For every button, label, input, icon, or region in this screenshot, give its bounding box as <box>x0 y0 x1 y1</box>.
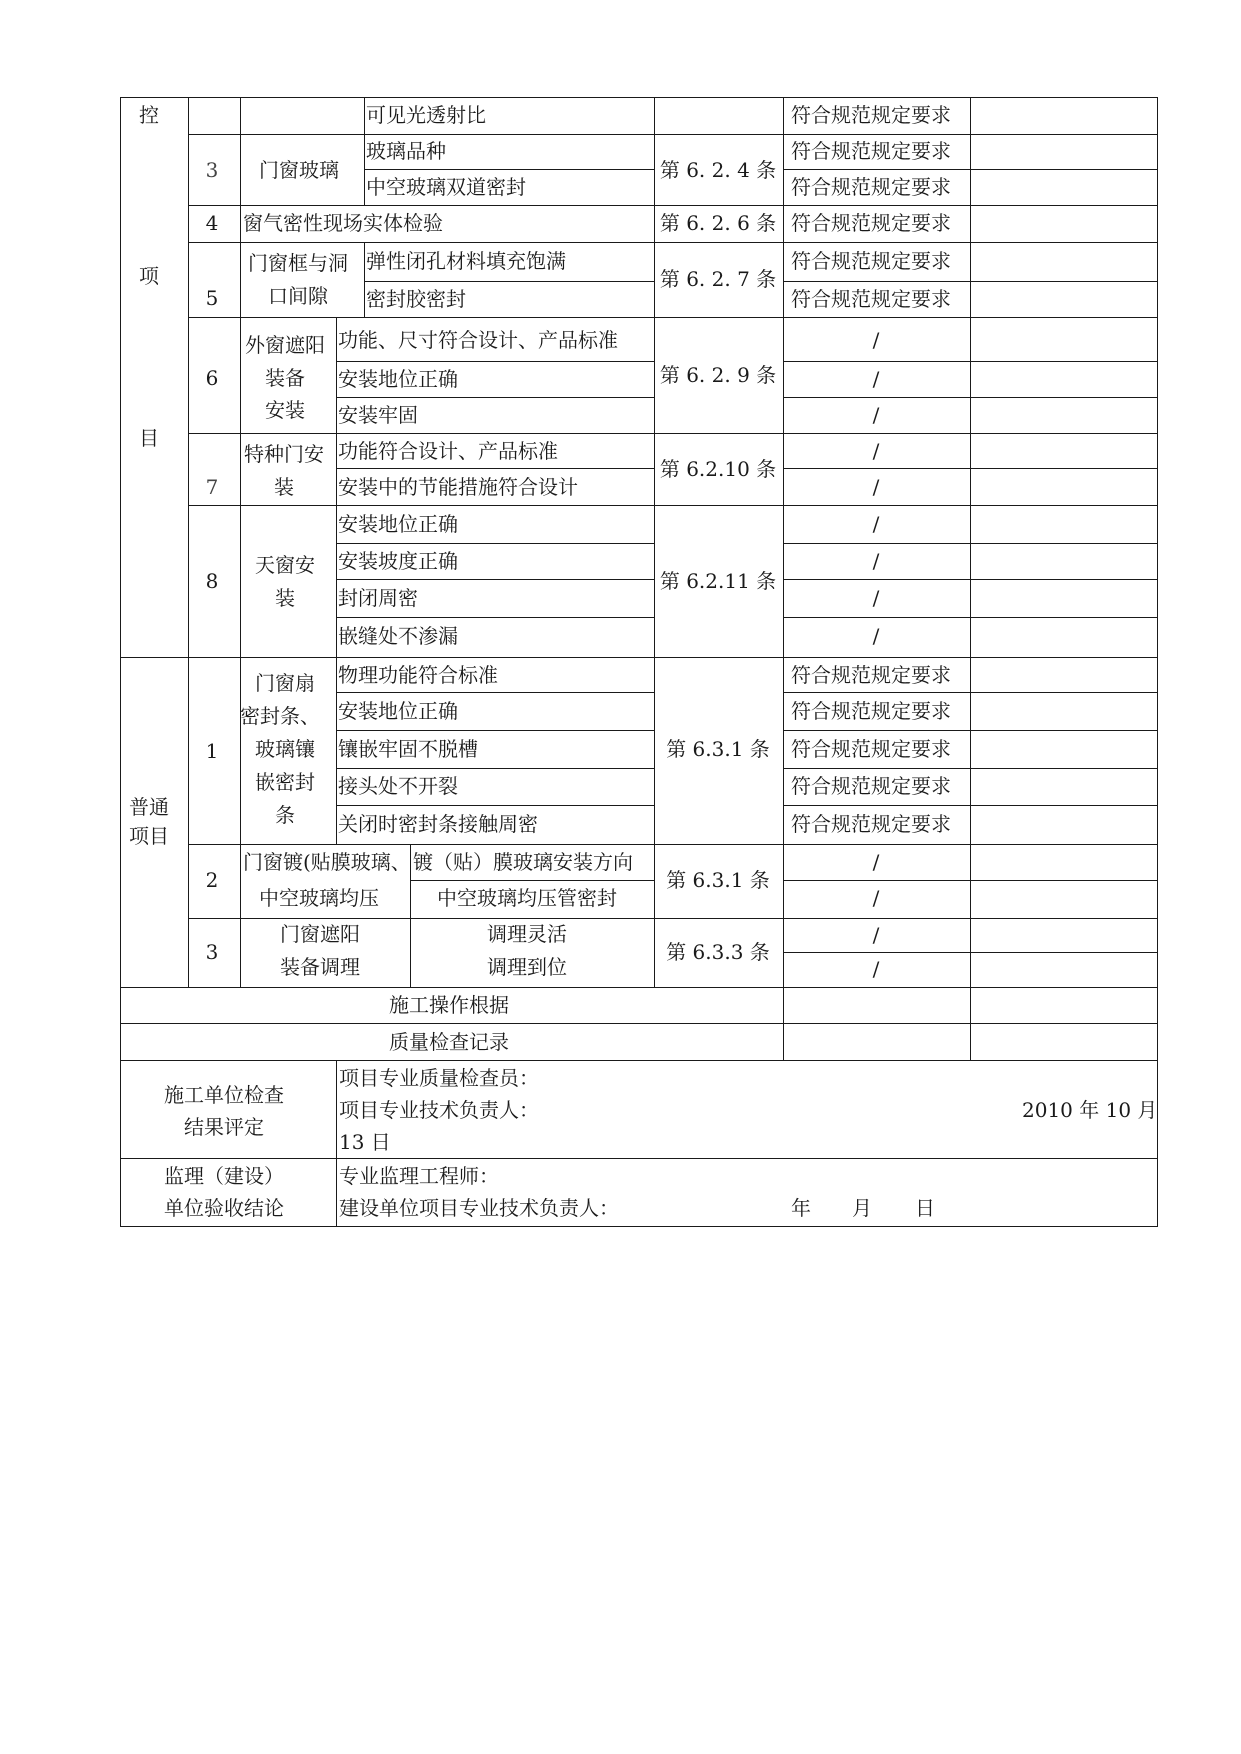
construction-unit-label: 结果评定 <box>184 1115 264 1139</box>
spec-clause: 第 6.2.11 条 <box>659 569 777 593</box>
table-row-line <box>364 169 654 170</box>
check-result: / <box>872 586 880 610</box>
item-number: 3 <box>205 940 219 964</box>
check-result: / <box>872 957 880 981</box>
check-content: 镀（贴）膜玻璃安装方向 <box>413 850 633 874</box>
check-content: 安装地位正确 <box>338 699 458 723</box>
table-row-line <box>120 657 1158 658</box>
check-content: 弹性闭孔材料填充饱满 <box>366 249 566 273</box>
table-row-line <box>336 397 654 398</box>
item-number: 1 <box>205 739 219 763</box>
table-row-line <box>120 987 1158 988</box>
check-result: / <box>872 328 880 352</box>
table-row-line <box>783 543 1158 544</box>
table-row-line <box>336 361 654 362</box>
check-result: 符合规范规定要求 <box>791 211 951 235</box>
item-name: 门窗镀(贴膜玻璃、 <box>243 850 411 874</box>
item-name: 门窗框与洞 <box>248 251 348 275</box>
table-row-line <box>120 97 1158 98</box>
check-content: 安装地位正确 <box>338 512 458 536</box>
table-row-line <box>336 543 654 544</box>
table-row-line <box>188 205 1158 206</box>
item-name: 条 <box>275 803 295 827</box>
item-number: 2 <box>205 868 219 892</box>
check-content: 安装地位正确 <box>338 367 458 391</box>
table-row-line <box>783 952 1158 953</box>
table-row-line <box>188 317 1158 318</box>
check-result: / <box>872 850 880 874</box>
check-result: / <box>872 923 880 947</box>
check-result: 符合规范规定要求 <box>791 139 951 163</box>
check-result: 符合规范规定要求 <box>791 175 951 199</box>
table-row-line <box>783 768 1158 769</box>
item-number: 6 <box>205 366 219 390</box>
spec-clause: 第 6.3.1 条 <box>666 868 770 892</box>
item-name: 门窗遮阳 <box>280 922 360 946</box>
item-number: 8 <box>205 569 219 593</box>
spec-clause: 第 6.2.10 条 <box>659 457 777 481</box>
check-content: 功能符合设计、产品标准 <box>338 439 558 463</box>
item-number: 5 <box>205 286 219 310</box>
table-row-line <box>188 134 1158 135</box>
table-col-line <box>336 657 337 844</box>
acceptance-date-month: 月 <box>852 1196 872 1220</box>
spec-clause: 第 6.3.1 条 <box>666 737 770 761</box>
item-name: 天窗安 <box>255 553 315 577</box>
item-number: 7 <box>205 475 219 499</box>
table-row-line <box>783 730 1158 731</box>
table-row-line <box>336 617 654 618</box>
check-result: / <box>872 475 880 499</box>
table-col-line <box>654 97 655 987</box>
table-row-line <box>336 730 654 731</box>
table-row-line <box>120 1158 1158 1159</box>
spec-clause: 第 6. 2. 9 条 <box>659 363 777 387</box>
table-row-line <box>120 1060 1158 1061</box>
section-label-general: 普通 <box>129 795 169 819</box>
check-content: 接头处不开裂 <box>338 774 458 798</box>
item-number: 3 <box>205 158 219 182</box>
spec-clause: 第 6. 2. 6 条 <box>659 211 777 235</box>
check-result: 符合规范规定要求 <box>791 287 951 311</box>
check-content: 安装坡度正确 <box>338 549 458 573</box>
table-border-left <box>120 97 121 1227</box>
item-name: 密封条、 <box>240 704 320 728</box>
table-row-line <box>188 844 1158 845</box>
item-name: 门窗扇 <box>255 671 315 695</box>
check-content: 可见光透射比 <box>366 103 486 127</box>
check-result: 符合规范规定要求 <box>791 812 951 836</box>
check-result: / <box>872 403 880 427</box>
check-content: 关闭时密封条接触周密 <box>338 812 538 836</box>
item-name: 装备调理 <box>280 955 360 979</box>
table-row-line <box>336 468 654 469</box>
check-result: / <box>872 549 880 573</box>
table-col-line <box>336 317 337 657</box>
table-row-line <box>336 579 654 580</box>
supervision-unit-label: 监理（建设） <box>164 1164 284 1188</box>
check-content: 调理灵活 <box>487 922 567 946</box>
table-row-line <box>364 281 654 282</box>
quality-record-label: 质量检查记录 <box>389 1030 509 1054</box>
table-row-line <box>188 505 1158 506</box>
check-result: / <box>872 512 880 536</box>
item-name: 口间隙 <box>268 284 328 308</box>
item-name: 装 <box>274 475 294 499</box>
item-name: 安装 <box>265 398 305 422</box>
check-result: / <box>872 624 880 648</box>
spec-clause: 第 6. 2. 4 条 <box>659 158 777 182</box>
table-row-line <box>783 617 1158 618</box>
table-row-line <box>783 692 1158 693</box>
table-row-line <box>783 805 1158 806</box>
spec-clause: 第 6.3.3 条 <box>666 940 770 964</box>
item-name: 装 <box>275 586 295 610</box>
table-row-line <box>410 880 654 881</box>
check-result: / <box>872 367 880 391</box>
item-name: 窗气密性现场实体检验 <box>243 211 443 235</box>
check-result: 符合规范规定要求 <box>791 663 951 687</box>
check-result: / <box>872 439 880 463</box>
item-number: 4 <box>205 211 219 235</box>
quality-inspector-field: 项目专业质量检查员： <box>339 1066 539 1090</box>
table-row-line <box>120 1023 1158 1024</box>
table-row-line <box>783 361 1158 362</box>
table-row-line <box>336 768 654 769</box>
check-content: 中空玻璃均压管密封 <box>437 886 617 910</box>
check-result: 符合规范规定要求 <box>791 249 951 273</box>
check-content: 中空玻璃双道密封 <box>366 175 526 199</box>
spec-clause: 第 6. 2. 7 条 <box>659 267 777 291</box>
section-label-main-control: 控 <box>139 103 159 127</box>
table-col-line <box>364 242 365 317</box>
table-row-line <box>783 397 1158 398</box>
check-result: 符合规范规定要求 <box>791 699 951 723</box>
table-col-line <box>336 1060 337 1227</box>
supervisor-field: 专业监理工程师： <box>339 1164 499 1188</box>
check-content: 物理功能符合标准 <box>338 663 498 687</box>
table-row-line <box>336 805 654 806</box>
check-content: 安装牢固 <box>338 403 418 427</box>
check-content: 密封胶密封 <box>366 287 466 311</box>
check-content: 嵌缝处不渗漏 <box>338 624 458 648</box>
check-content: 调理到位 <box>487 955 567 979</box>
item-name: 装备 <box>265 366 305 390</box>
supervision-unit-label: 单位验收结论 <box>164 1196 284 1220</box>
table-row-line <box>188 918 1158 919</box>
table-row-line <box>336 692 654 693</box>
owner-tech-lead-field: 建设单位项目专业技术负责人： <box>339 1196 619 1220</box>
inspection-date: 2010 年 10 月 <box>1022 1098 1158 1122</box>
table-col-line <box>188 97 189 987</box>
check-content: 功能、尺寸符合设计、产品标准 <box>338 328 618 352</box>
table-border-right <box>1157 97 1158 1227</box>
table-row-line <box>783 169 1158 170</box>
item-name: 特种门安 <box>244 442 324 466</box>
inspection-date: 13 日 <box>339 1130 391 1154</box>
check-result: / <box>872 886 880 910</box>
section-label-main-control: 项 <box>139 264 159 288</box>
table-row-line <box>120 1226 1158 1227</box>
check-content: 封闭周密 <box>338 586 418 610</box>
check-result: 符合规范规定要求 <box>791 737 951 761</box>
check-content: 玻璃品种 <box>366 139 446 163</box>
table-col-line <box>364 97 365 205</box>
acceptance-date-year: 年 <box>791 1196 811 1220</box>
construction-unit-label: 施工单位检查 <box>164 1083 284 1107</box>
section-label-main-control: 目 <box>139 426 159 450</box>
construction-basis-label: 施工操作根据 <box>389 993 509 1017</box>
section-label-general: 项目 <box>129 824 169 848</box>
table-row-line <box>188 242 1158 243</box>
table-col-line <box>240 97 241 987</box>
check-result: 符合规范规定要求 <box>791 774 951 798</box>
item-name: 中空玻璃均压 <box>259 886 379 910</box>
check-content: 安装中的节能措施符合设计 <box>338 475 578 499</box>
acceptance-date-day: 日 <box>915 1196 935 1220</box>
table-row-line <box>783 468 1158 469</box>
check-result: 符合规范规定要求 <box>791 103 951 127</box>
table-row-line <box>188 433 1158 434</box>
item-name: 嵌密封 <box>255 770 315 794</box>
table-row-line <box>783 880 1158 881</box>
item-name: 门窗玻璃 <box>259 158 339 182</box>
table-row-line <box>783 281 1158 282</box>
check-content: 镶嵌牢固不脱槽 <box>338 737 478 761</box>
item-name: 玻璃镶 <box>255 737 315 761</box>
table-row-line <box>783 579 1158 580</box>
tech-lead-field: 项目专业技术负责人： <box>339 1098 539 1122</box>
item-name: 外窗遮阳 <box>245 333 325 357</box>
